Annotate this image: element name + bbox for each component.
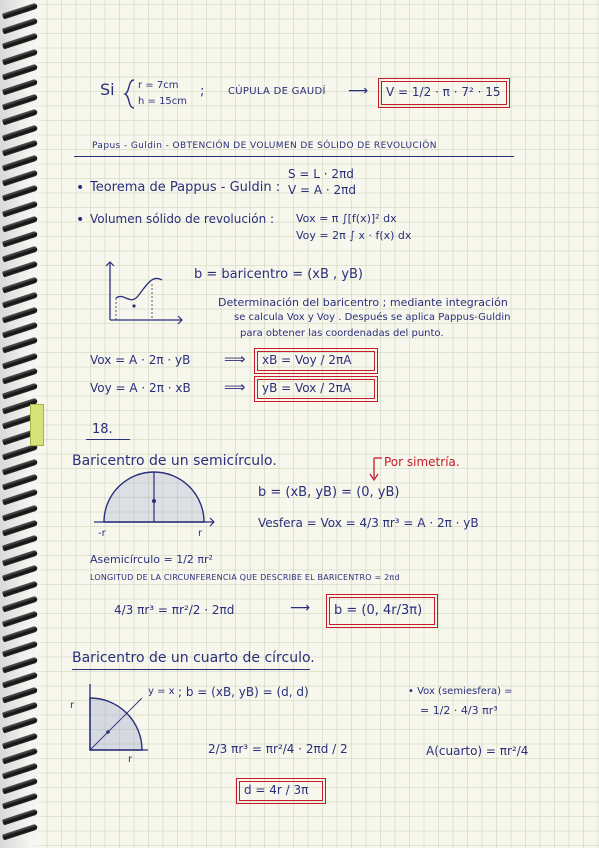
binding-coil bbox=[2, 778, 38, 795]
quarter-circle-diagram-icon bbox=[82, 680, 152, 760]
semicircle-title: Baricentro de un semicírculo. bbox=[72, 453, 277, 469]
binding-coil bbox=[2, 611, 38, 628]
binding-coil bbox=[2, 641, 38, 658]
header-semicolon: ; bbox=[200, 84, 205, 99]
quarter-label-r-axis: r bbox=[70, 700, 75, 711]
binding-coil bbox=[2, 367, 38, 384]
theorem-bullet: • bbox=[76, 180, 85, 196]
binding-coil bbox=[2, 763, 38, 780]
r-value: r = 7cm bbox=[138, 80, 179, 91]
binding-coil bbox=[2, 535, 38, 552]
binding-coil bbox=[2, 580, 38, 597]
semicircle-arrow: ⟶ bbox=[290, 600, 311, 616]
quarter-vox-label: • Vox (semiesfera) = bbox=[408, 686, 513, 697]
binding-coil bbox=[2, 109, 38, 126]
binding-coil bbox=[2, 215, 38, 232]
binding-coil bbox=[2, 595, 38, 612]
binding-coil bbox=[2, 322, 38, 339]
binding-coil bbox=[2, 383, 38, 400]
binding-coil bbox=[2, 565, 38, 582]
date-underline bbox=[86, 439, 130, 440]
binding-coil bbox=[2, 337, 38, 354]
section-title: Papus - Guldin - OBTENCIÓN DE VOLUMEN DE SÓLIDO DE REVOLUCIÓN bbox=[92, 141, 437, 151]
binding-coil bbox=[2, 94, 38, 111]
barycenter-note-line3: para obtener las coordenadas del punto. bbox=[240, 328, 444, 339]
semicircle-label-neg-r: -r bbox=[98, 528, 106, 539]
function-graph-icon bbox=[100, 258, 186, 330]
quarter-calc-eq: 2/3 πr³ = πr²/4 · 2πd / 2 bbox=[208, 742, 348, 756]
binding-coil bbox=[2, 33, 38, 50]
quarter-b-eq: ; b = (xB, yB) = (d, d) bbox=[178, 685, 309, 699]
barycenter-eq-voy: Voy = A · 2π · xB bbox=[90, 381, 191, 395]
binding-coil bbox=[2, 79, 38, 96]
curly-brace-icon bbox=[122, 78, 136, 110]
quarter-title-underline bbox=[72, 669, 310, 670]
binding-coil bbox=[2, 474, 38, 491]
h-value: h = 15cm bbox=[138, 96, 188, 107]
binding-coil bbox=[2, 18, 38, 35]
binding-coil bbox=[2, 808, 38, 825]
barycenter-arrow-1: ⟹ bbox=[224, 350, 246, 368]
binding-coil bbox=[2, 155, 38, 172]
binding-coil bbox=[2, 352, 38, 369]
binding-coil bbox=[2, 291, 38, 308]
semicircle-b-eq: b = (xB, yB) = (0, yB) bbox=[258, 485, 400, 500]
section-underline bbox=[74, 156, 514, 157]
gaudi-label: CÚPULA DE GAUDÍ bbox=[228, 86, 326, 97]
binding-coil bbox=[2, 124, 38, 141]
header-arrow: ⟶ bbox=[348, 83, 369, 99]
quarter-vox-value: = 1/2 · 4/3 πr³ bbox=[420, 704, 498, 717]
binding-coil bbox=[2, 793, 38, 810]
quarter-area-eq: A(cuarto) = πr²/4 bbox=[426, 744, 529, 758]
binding-coil bbox=[2, 170, 38, 187]
quarter-result: d = 4r / 3π bbox=[244, 783, 309, 797]
binding-coil bbox=[2, 717, 38, 734]
binding-coil bbox=[2, 261, 38, 278]
symmetry-note: Por simetría. bbox=[384, 455, 460, 469]
theorem-eq-s: S = L · 2πd bbox=[288, 167, 354, 181]
binding-coil bbox=[2, 823, 38, 840]
binding-coil bbox=[2, 656, 38, 673]
binding-coil bbox=[2, 489, 38, 506]
binding-coil bbox=[2, 626, 38, 643]
binding-coil bbox=[2, 185, 38, 202]
binding-coil bbox=[2, 671, 38, 688]
volume-eq-voy: Voy = 2π ∫ x · f(x) dx bbox=[296, 229, 412, 242]
semicircle-calc-eq: 4/3 πr³ = πr²/2 · 2πd bbox=[114, 603, 235, 617]
barycenter-note-line2: se calcula Vox y Voy . Después se aplica Pappus-Guldin bbox=[234, 312, 511, 323]
binding-coil bbox=[2, 246, 38, 263]
quarter-title: Baricentro de un cuarto de círculo. bbox=[72, 650, 315, 666]
si-label: Si bbox=[100, 80, 115, 99]
barycenter-definition: b = baricentro = (xB , yB) bbox=[194, 267, 363, 282]
binding-coil bbox=[2, 687, 38, 704]
binding-coil bbox=[2, 3, 38, 20]
volume-bullet: • bbox=[76, 212, 85, 228]
binding-coil bbox=[2, 459, 38, 476]
binding-coil bbox=[2, 504, 38, 521]
date-label: 18. bbox=[92, 422, 113, 437]
binding-coil bbox=[2, 231, 38, 248]
semicircle-result: b = (0, 4r/3π) bbox=[334, 603, 423, 618]
binding-coil bbox=[2, 63, 38, 80]
binding-coil bbox=[2, 732, 38, 749]
theorem-label: Teorema de Pappus - Guldin : bbox=[90, 180, 281, 195]
quarter-label-r-bottom: r bbox=[128, 754, 133, 765]
volume-eq-vox: Vox = π ∫[f(x)]² dx bbox=[296, 212, 397, 225]
binding-coil bbox=[2, 702, 38, 719]
binding-coil bbox=[2, 519, 38, 536]
notebook-tab bbox=[30, 404, 44, 446]
binding-coil bbox=[2, 139, 38, 156]
binding-coil bbox=[2, 48, 38, 65]
barycenter-eq-vox: Vox = A · 2π · yB bbox=[90, 353, 191, 367]
barycenter-note-line1: Determinación del baricentro ; mediante integración bbox=[218, 296, 508, 309]
circumference-length-eq: LONGITUD DE LA CIRCUNFERENCIA QUE DESCRIBE EL BARICENTRO = 2πd bbox=[90, 573, 400, 582]
binding-coil bbox=[2, 276, 38, 293]
binding-coil bbox=[2, 747, 38, 764]
theorem-eq-v: V = A · 2πd bbox=[288, 183, 357, 197]
semicircle-label-r: r bbox=[198, 528, 203, 539]
binding-coil bbox=[2, 307, 38, 324]
volume-label: Volumen sólido de revolución : bbox=[90, 212, 275, 226]
quarter-y-eq-x: y = x bbox=[148, 686, 175, 697]
binding-coil bbox=[2, 200, 38, 217]
barycenter-arrow-2: ⟹ bbox=[224, 378, 246, 396]
box-xb-text: xB = Voy / 2πA bbox=[262, 353, 352, 367]
binding-coil bbox=[2, 550, 38, 567]
sphere-eq: Vesfera = Vox = 4/3 πr³ = A · 2π · yB bbox=[258, 516, 479, 530]
symmetry-arrow-icon bbox=[372, 456, 384, 482]
box-yb-text: yB = Vox / 2πA bbox=[262, 381, 352, 395]
area-semicircle-eq: Asemicírculo = 1/2 πr² bbox=[90, 553, 213, 566]
header-result: V = 1/2 · π · 7² · 15 bbox=[386, 85, 501, 99]
